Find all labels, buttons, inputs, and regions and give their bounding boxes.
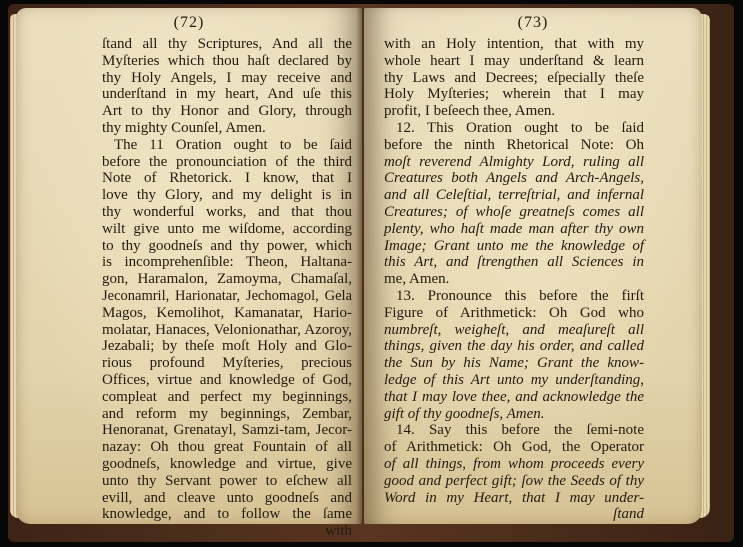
text-line: is incomprehenſible: Theon, Haltana- xyxy=(102,254,352,271)
text-line: Image; Grant unto me the knowledge of xyxy=(384,237,644,254)
text-line: thy Holy Angels, I may receive and xyxy=(102,69,352,86)
text-line: love thy Glory, and my delight is in xyxy=(102,187,352,204)
text-line: that I may love thee, and acknowledge the xyxy=(384,388,644,405)
text-line: gon, Haramalon, Zamoyma, Chamaſal, xyxy=(102,271,352,288)
text-line: of all things, from whom proceeds every xyxy=(384,455,644,472)
text-line: profit, I beſeech thee, Amen. xyxy=(384,103,556,120)
text-line: Figure of Arithmetick: Oh God who xyxy=(384,304,644,321)
text-line: good and perfect gift; ſow the Seeds of thy xyxy=(384,472,644,489)
catchword: with xyxy=(325,523,352,540)
text-line: me, Amen. xyxy=(384,271,450,288)
text-line: the Sun by his Name; Grant the know- xyxy=(384,355,644,372)
text-line: thy Laws and Decrees; eſpecially theſe xyxy=(384,69,644,86)
text-line: nazay: Oh thou great Fountain of all xyxy=(102,439,352,456)
text-line: and all Celeſtial, terreſtrial, and infernal xyxy=(384,187,644,204)
text-line: thy mighty Counſel, Amen. xyxy=(102,119,266,136)
left-page xyxy=(16,8,362,540)
text-line: moſt reverend Almighty Lord, ruling all xyxy=(384,153,644,170)
text-line: 13. Pronounce this before the firſt xyxy=(396,287,644,304)
text-line: 14. Say this before the ſemi-note xyxy=(396,422,644,439)
right-page xyxy=(364,8,702,524)
text-line: and reform my beginnings, Zembar, xyxy=(102,405,352,422)
right-page-text xyxy=(384,36,644,523)
text-line: Jeconamril, Harionatar, Jechomagol, Gela xyxy=(102,287,352,304)
text-line: whole heart I may underſtand & learn xyxy=(384,52,644,69)
text-line: goodneſs, knowledge and virtue, give xyxy=(102,455,352,472)
text-line: knowledge, and to follow the ſame xyxy=(102,506,352,523)
text-line: plenty, who haſt made man after thy own xyxy=(384,220,644,237)
text-line: underſtand in my heart, And uſe this xyxy=(102,86,352,103)
text-line: Word in my Heart, that I may under- xyxy=(384,489,644,506)
text-line: Holy Myſteries; wherein that I may xyxy=(384,86,644,103)
text-line: things, given the day his order, and called xyxy=(384,338,644,355)
text-line: to thy goodneſs and thy power, which xyxy=(102,237,352,254)
text-line: evill, and cleave unto goodneſs and xyxy=(102,489,352,506)
text-line: wilt give unto me wiſdome, according xyxy=(102,220,352,237)
text-line: thy wonderful works, and that thou xyxy=(102,203,352,220)
text-line: rious profound Myſteries, precious xyxy=(102,355,352,372)
text-line: 12. This Oration ought to be ſaid xyxy=(396,119,644,136)
text-line: of Arithmetick: Oh God, the Operator xyxy=(384,439,644,456)
catchword: ſtand xyxy=(613,506,644,523)
text-line: before the pronounciation of the third xyxy=(102,153,352,170)
text-line: Henoranat, Grenatayl, Samzi-tam, Jecor- xyxy=(102,422,352,439)
text-line: compleat and perfect my beginnings, xyxy=(102,388,352,405)
text-line: Art to thy Honor and Glory, through xyxy=(102,103,352,120)
text-line: molatar, Hanaces, Velonionathar, Azoroy, xyxy=(102,321,352,338)
text-line: Jezabali; by theſe moſt Holy and Glo- xyxy=(102,338,352,355)
text-line: gift of thy goodneſs, Amen. xyxy=(384,405,545,422)
text-line: ſtand all thy Scriptures, And all the xyxy=(102,36,352,52)
text-line: Myſteries which thou haſt declared by xyxy=(102,52,352,69)
text-line: before the ninth Rhetorical Note: Oh xyxy=(384,136,644,153)
left-page-text xyxy=(102,36,352,540)
text-line: this Art, and ſtrengthen all Sciences in xyxy=(384,254,644,271)
text-line: numbreſt, weigheſt, and meaſureſt all xyxy=(384,321,644,338)
text-line: with an Holy intention, that with my xyxy=(384,36,644,52)
text-line: unto thy Servant power to eſchew all xyxy=(102,472,352,489)
text-line: Creatures; of whoſe greatneſs comes all xyxy=(384,203,644,220)
page-number-left: (72) xyxy=(173,14,205,31)
text-line: ledge of this Art unto my underſtanding, xyxy=(384,371,644,388)
text-line: Offices, virtue and knowledge of God, xyxy=(102,371,352,388)
text-line: Magos, Kemolihot, Kamanatar, Hario- xyxy=(102,304,352,321)
text-line: Creatures both Angels and Arch-Angels, xyxy=(384,170,644,187)
page-number-right: (73) xyxy=(517,14,549,31)
text-line: Note of Rhetorick. I know, that I xyxy=(102,170,352,187)
text-line: The 11 Oration ought to be ſaid xyxy=(114,136,352,153)
